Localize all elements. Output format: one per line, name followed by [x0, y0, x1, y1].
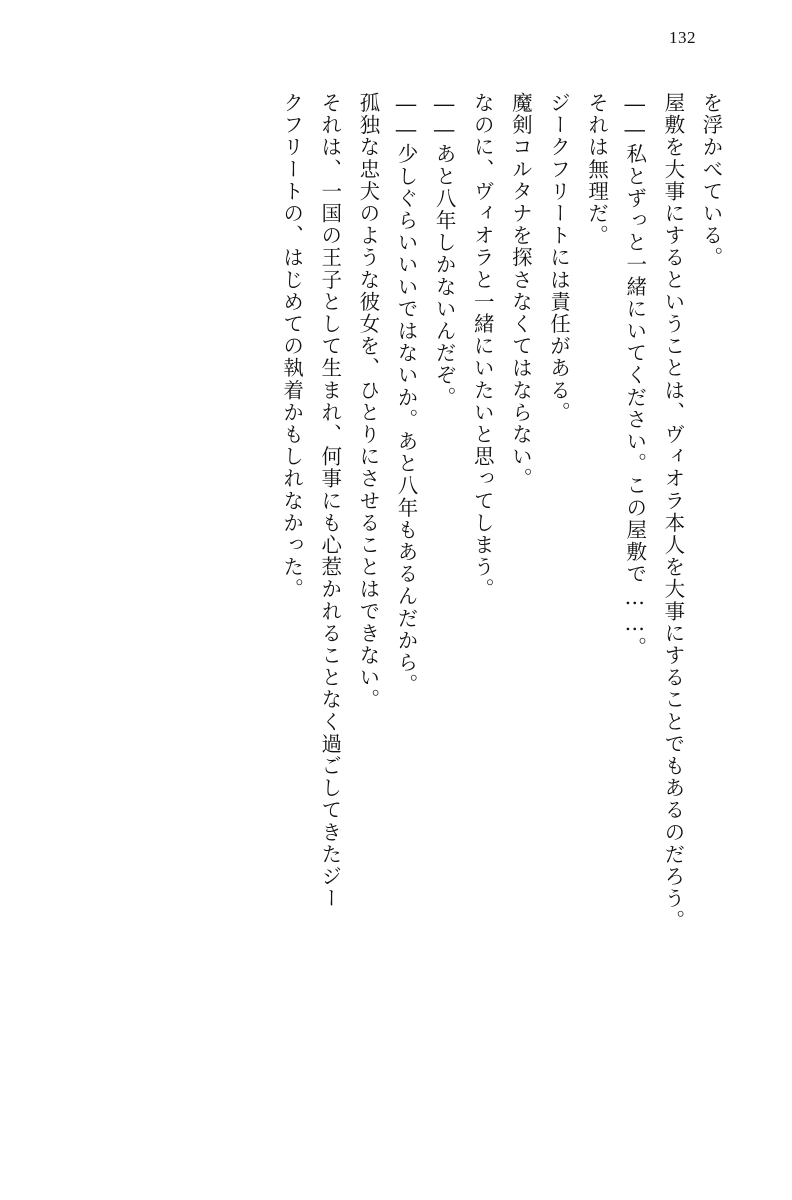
text-line: それは無理だ。	[584, 92, 609, 247]
text-line: ――少しぐらいいいではないか。あと八年もあるんだから。	[394, 92, 418, 696]
text-line: ――あと八年しかないんだぞ。	[432, 92, 457, 409]
text-line: ジークフリートには責任がある。	[546, 92, 571, 424]
vertical-body-text	[215, 92, 730, 1162]
text-line: を浮かべている。	[699, 92, 723, 269]
text-line: 屋敷を大事にするということは、ヴィオラ本人を大事にすることでもあるのだろう。	[660, 92, 685, 932]
text-line: なのに、ヴィオラと一緒にいたいと思ってしまう。	[470, 92, 495, 601]
text-line: それは、一国の王子として生まれ、何事にも心惹かれることなく過ごしてきたジー	[317, 92, 342, 910]
page-number: 132	[669, 28, 696, 47]
text-line: ――私とずっと一緒にいてください。この屋敷で……。	[622, 92, 647, 659]
text-line: 孤独な忠犬のような彼女を、ひとりにさせることはできない。	[355, 92, 380, 711]
text-line: 魔剣コルタナを探さなくてはならない。	[508, 92, 533, 490]
text-line: クフリートの、はじめての執着かもしれなかった。	[279, 92, 304, 601]
